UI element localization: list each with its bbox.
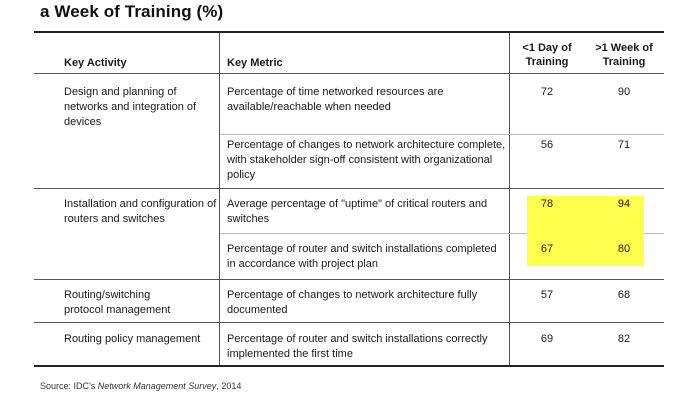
value-over-1-week: 90	[617, 86, 631, 98]
group-divider	[34, 322, 664, 323]
header-key-activity: Key Activity	[64, 57, 127, 69]
value-under-1-day: 72	[540, 86, 554, 98]
value-under-1-day: 78	[540, 198, 554, 210]
value-over-1-week: 80	[617, 243, 631, 255]
group-divider	[34, 188, 664, 189]
source-prefix: Source: IDC's	[40, 381, 98, 391]
activity-cell: Routing policy management	[64, 333, 201, 345]
activity-cell: Routing/switching protocol management	[64, 289, 171, 316]
column-divider	[219, 33, 220, 365]
activity-cell: Design and planning of networks and integration of devices	[64, 86, 197, 128]
source-suffix: , 2014	[216, 381, 242, 391]
header-over-1-week	[588, 41, 660, 69]
header-under-1-day	[514, 41, 580, 69]
metric-cell: Percentage of router and switch installations completed in accordance with project plan	[227, 243, 497, 270]
value-under-1-day: 56	[540, 139, 554, 151]
header-divider	[34, 73, 664, 74]
metric-cell: Percentage of changes to network architecture fully documented	[227, 289, 478, 316]
source-note	[40, 381, 241, 391]
value-under-1-day: 57	[540, 289, 554, 301]
column-divider	[509, 33, 510, 365]
value-over-1-week: 94	[617, 198, 631, 210]
metric-cell: Average percentage of "uptime" of critical routers and switches	[227, 198, 488, 225]
value-over-1-week: 82	[617, 333, 631, 345]
value-under-1-day: 69	[540, 333, 554, 345]
value-over-1-week: 68	[617, 289, 631, 301]
header-under-1-day-label: <1 Day of Training	[522, 42, 572, 68]
value-over-1-week: 71	[617, 139, 631, 151]
activity-cell: Installation and configuration of routers and switches	[64, 198, 217, 225]
source-survey: Network Management Survey	[97, 381, 217, 391]
row-divider	[220, 134, 664, 135]
group-divider	[34, 279, 664, 280]
metric-cell: Percentage of time networked resources are available/reachable when needed	[227, 86, 444, 113]
value-under-1-day: 67	[540, 243, 554, 255]
header-over-1-week-label: >1 Week of Training	[595, 42, 653, 68]
table-title: a Week of Training (%)	[40, 2, 224, 21]
metric-cell: Percentage of router and switch installations correctly implemented the first time	[227, 333, 488, 360]
header-key-metric: Key Metric	[227, 57, 283, 69]
metric-cell: Percentage of changes to network architecture complete, with stakeholder sign-off consistent with organizational policy	[227, 139, 506, 181]
